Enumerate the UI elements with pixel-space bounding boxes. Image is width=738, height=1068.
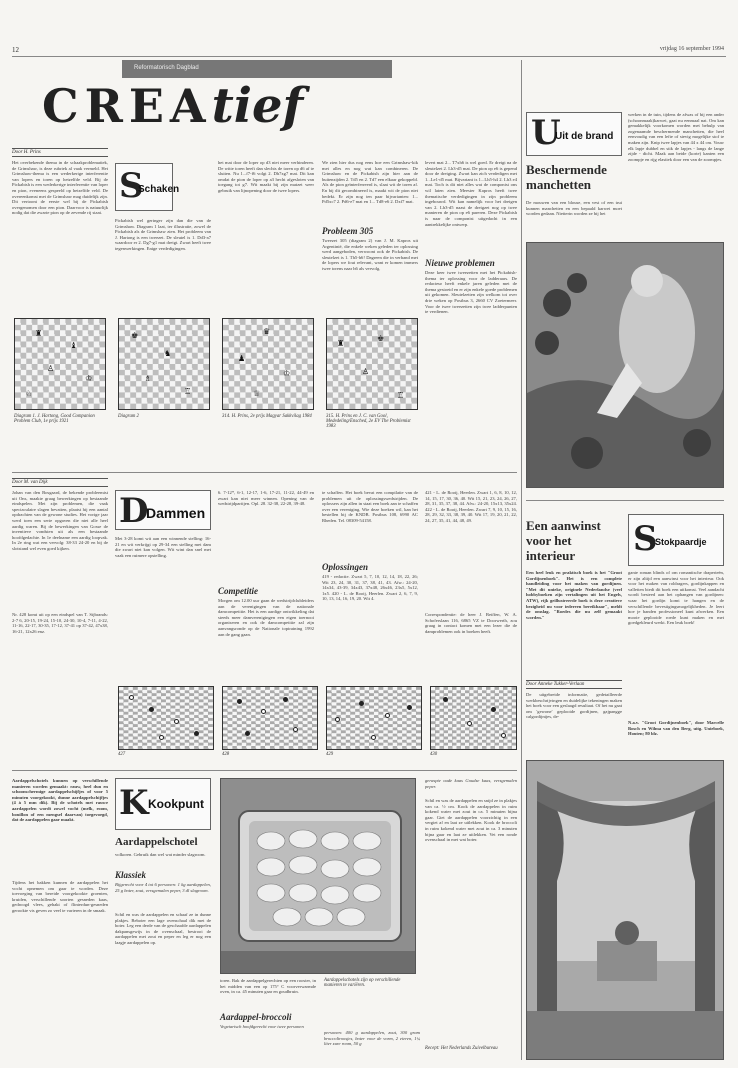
draughts-piece [283,697,288,702]
chess-piece: ♚ [131,331,139,340]
competitie-text: Morgen om 12.00 uur gaan de wedstrijdclubleiders aan de verenigingen van de nationale damcompetitie. Het is een aardige ontwikkeling dat steeds meer damverenigingen een eigen toernooi organiseren en ook de damcompetitie zal zijn aanvangsronde op de Nationale toptraining 1992 aan de gang gaan. [218,598,314,637]
draughts-diagram-430 [430,686,517,750]
header-rule [12,56,726,57]
chess-piece: ♔ [283,369,291,378]
correspondentie-text: Correspondentie: de heer J. Beiffen, W. A. Schoferslaan 116, 6865 VZ te Doorwerth, zou graag in contact komen met een lezer die de damproblemen ook in boeken heeft. [425,612,517,634]
draughts-piece [245,731,250,736]
aanwinst-col2: gante roman blinds of om romantische draperieën, er zijn altijd een aanwinst voor het interieur. Ook voor het maken van roldragers, gordijnkappen en valletten biedt dit boek een uitkomst. Veel aandacht wordt besteed aan het ophangen van gordijnen: waar het gordijn komt te hangen en de verschillende bevestigingsmogelijkheden. Je leert hoe je banden professioneel kunt afwerken. Een mooie geplooide roede kunt maken en met goedgekleurd werkt. Een leuk boek! [628,570,724,626]
chess-piece: ♗ [144,374,152,383]
dammen-col4: te schaffen. Het boek bevat een compilatie van de problemen uit de oplossingswedstrijden. De oplossers zijn allen in staat een boek aan te schaffen over een vereniging. Wie deze boeken wil, kan het bestellen bij de KNDB. Postbus 108, 6990 AC Rheden. Tel. 08309-54158. [322,490,418,523]
aanwinst-lead: Een heel leuk en praktisch boek is het "Groot Gordijnenboek". Het is een complete handleiding voor het maken van gordijnen. "Met dit unieke, originele Nederlandse (veel hobbyboeken zijn vertalingen uit het Engels, ATW), rijk geïllustreerde boek is deze creatieve bezigheid nu voor iedereen bereikbaar", meldt de omslag. "Roedes die nu zelf gemaakt worden." [526,570,622,620]
draughts-piece [407,705,412,710]
recipe-credit: Recept: Het Nederlands Zuivelbureau [425,1046,498,1051]
recipe-title: Aardappelschotel [115,836,198,848]
problem-title: Probleem 305 [322,226,374,236]
kookpunt-intro: Aardappelschotels kunnen op verschillende manieren worden gemaakt: rauw, heel dun en schoonschermige aardappelschijfjes of voor 5 minuten voorgekookt, dunne aardappelschijfjes (4 à 5 mm dik). Bij de schotels met rauwe aardappelen wordt zowel vocht (melk, room, bouillon of een mengsel daarvan) toegevoegd, dat de aardappelen gaar maakt. [12,778,108,823]
kookpunt-col3: toren. Bak de aardappelgerechten op een rooster, in het midden van een op 175° C voorverwarmde oven, in ca. 45 minuten gaar en goudbruin. [220,978,316,995]
stokpaardje-logo [628,514,724,566]
curtain-illustration [527,761,724,1060]
dammen-col2: Met 3-28 komt wit aan een winnende stelling: 16-21 en wit verkrijgt op 29-34 een stelling met dam die zwart niet kan volgen. Wit wint dan snel met vaak een ruimere opstelling. [115,536,211,558]
chess-piece: ♛ [263,327,271,336]
creatief-title [42,78,303,134]
draughts-piece [501,733,506,738]
draughts-piece [159,735,164,740]
chess-piece: ♜ [337,339,345,348]
recipe-lead: volkoren. Gebruik dan wel wat minder slagroom. [115,852,206,857]
book-credit: N.a.v. "Groot Gordijnenboek", door Marcelle Bosch en Wilma van den Berg, uitg. Unieboek, Houten; 80 blz. [628,720,724,737]
nieuwe-problemen-title: Nieuwe problemen [425,258,495,268]
schaken-logo [115,163,180,211]
chess-col4: We zien hier dus nog eens hoe een Grimshaw-kik met alles en nog wat kan combineren. De Grimshaw en de Pickabish zijn hier aan de buitenzijden 2. Td5 en 2. Td7 een elkaar gekoppeld. Als de pion geïnterferreerd is, slaat wit de toren af. En bij dit gecombineerd is, maakt wit de pion niet bedekt. Er zijn nog ten paar bijvarianten: 1... Pd5xc7 2. Pd6-e7 mat en 1... Td8-e6 2. Dxf7 mat. [322,160,418,205]
dish-photo [220,778,416,974]
section-divider [12,770,517,771]
section-masthead [12,60,512,138]
chess-caption-1: Diagram 1. J. Hartong, Good Companion Problem Club, 1e prijs 1921 [14,414,95,424]
section-divider [12,472,517,473]
broccoli-ingredients: personen: 400 g aardappelen, zout, 300 gram broccoliroosjes, boter voor de vorm, 2 eieren, 1¼ liter zure room, 50 g [324,1030,420,1047]
schaken-logo-label: Schaken [138,184,180,195]
broccoli-title: Aardappel-broccoli [220,1012,292,1022]
dish-illustration [221,779,416,974]
tuin-byline: Door Anneke Tukker-Verlaan [526,680,622,689]
manchetten-col1: De mouwen van een blouse, een vest of een trui kunnen manchetten en een bepaald karwei moet worden gedaan. Nietterin worden ze bij het [526,200,622,217]
garden-photo [526,242,724,488]
chess-byline: Door H. Prins [12,148,108,157]
column-divider [521,60,522,1060]
schaken-logo-letter: S [119,166,144,206]
dammen-logo [115,490,211,530]
kookpunt-logo-letter: K [119,783,149,823]
chess-piece: ♔ [85,374,93,383]
page-date: vrijdag 16 september 1994 [659,46,724,52]
manchetten-title: Beschermende manchetten [526,162,607,192]
draughts-caption-430: 430 [430,752,438,757]
stokpaardje-letter: S [633,519,658,559]
curtain-photo [526,760,724,1060]
chess-piece: ♘ [25,389,33,398]
chess-piece: ♞ [164,349,172,358]
garden-illustration [527,243,724,488]
chess-diagram-4 [326,318,418,410]
draughts-diagram-427 [118,686,214,750]
competitie-title: Competitie [218,586,258,596]
chess-diagram-1 [14,318,106,410]
klassiek-text: Schil en was de aardappelen en schaaf ze in dunne plakjes. Beboter een lage ovenschaal dik met de boter. Leg een derde van de geschaafde aardappelen dakpansgewijs in de ovenschaal, bestrooi de aardappelen met zout en peper en leg er nog een laagje aardappelen op. [115,912,211,945]
klassiek-title: Klassiek [115,870,147,880]
dish-photo-caption: Aardappelschotels zijn op verschillende manieren te variëren. [324,978,401,988]
draughts-piece [174,719,179,724]
kookpunt-col4: Schil en was de aardappelen en snijd ze in plakjes van ca. ½ cm. Kook de aardappelen in ruim kokend water met zout in ca. 5 minuten bijna gaar. Giet de aardappelen voorzichtig in een vergiet af en laat ze uitlekken. Kook de broccoli in ruim kokend water met zout in ca. 3 minuten bijna gaar en laat ze uitlekken. Vet een ronde ovenschaal in met wat boter. [425,798,517,843]
chess-diagram-3 [222,318,314,410]
title-main: CREA [42,79,212,133]
chess-piece: ♚ [377,334,385,343]
problem-text: Tweezet 305 (diagram 2) van J. M. Kapros uit Argentinië, die enkele weken geleden ter oplossing werd aangeboden, verwoont ook de Pickabish. De sleutelzet is 1. Th5-h6! Dagreen die in verband met de lopers we fout relevant, want er komen immers twee torens naar h6 als vervolg. [322,238,418,271]
chess-piece: ♜ [35,329,43,338]
oplossingen-text: 419 - redactie. Zwart 5, 7, 10, 12, 14, 18, 22, 26; Wit 23, 24, 30, 31, 37, 38, 41, 43. Afw.: 24-20, 14x34, 43-39, 34x43, 37x48, 26x46, 23x5, 5x12, 1x5. 420 - L. de Rooij, Heerlen. Zwart 2, 6, 7, 9, 10, 13, 14, 16, 19, 20. Wit 4. [322,574,418,602]
nieuwe-problemen-text: Deze keer twee tweezetten met het Pickabish-thema ter oplossing voor de ladderaars. De redacteur heeft enkele jaren geleden met de thema gestoeid en er zijn enkele goede problemen uit gekomen. Sleutelzetten zijn welkom tot over drie weken op Postbus 3, 2660 CV Zoetermeer. Voor de twee tweezetten zijn twee ladderpunten te verdienen. [425,270,517,315]
title-tail: tief [211,78,304,134]
chess-piece: ♙ [47,364,55,373]
uit-de-brand-label: Uit de brand [555,131,614,142]
draughts-caption-429: 429 [326,752,334,757]
chess-piece: ♙ [362,367,370,376]
masthead-strip-label: Reformatorisch Dagblad [134,65,199,71]
draughts-piece [237,699,242,704]
page-number: 12 [12,46,19,54]
dammen-logo-letter: D [119,491,149,531]
kookpunt-logo-label: Kookpunt [148,797,204,811]
chess-col3: het mat door de loper op d3 niet meer verhinderen. De witte toren heeft dan slechts de toren op d6 af te sluiten. Nu 1...f7-f6 volgt 2. Dh7xg7 mat. Dit kan omdat de pion de loper op a3 hecht afgesloten van toegang tot g7. Wit maakt bij zijn matzet weer gebruik van lijnopening door de twee lopers. [218,160,314,193]
chess-col5: levert mat 2... T7xh6 is wel goed. Er dreigt na de sleutelzet 2. Lh3-d5 mat. De pion op e6 is gepend door de dreiging. Zwart kan zich verdedigen met 1...Le1-d5 mat. Bijvariant is 1...Lh5-h4 2. Lh3 e4 mat. Toch is dit niet alles wat de componist ons wil laten zien. Meester Kapros heeft twee thematische verdedigingen in zijn probleem ingebouwd. Wit kan namelijk voor het dreigen van 2. Lh3-d5 naast de dreigzet nog op twee manieren de pion op e6 pareren. Deze Pickabish is naar de componist uitgedacht in een aantrekkelijke ontwerp. [425,160,517,227]
chess-caption-2: Diagram 2 [118,414,139,419]
dammen-logo-label: Dammen [146,505,206,521]
dammen-col3: 6. 7-12*, 6-1, 12-17, 1-6, 17-21, 11-22, 44-49 en zwart kan niet meer winnen. Opening van de wedstrijdpartijen. Opl. 28. 32-38, 22-28, 39-48. [218,490,314,507]
chess-piece: ♖ [397,391,405,400]
kookpunt-intro2: Tijdens het bakken kunnen de aardappelen het vocht opnemen om gaar te worden. Deze toevoeging van bereide voorgekookte groenten, kruiden, verschillende soorten gesneden kaas, gedroogd vlees, gehakt of flinterdun-gesneden gerookte vis geven zo veel te varieren in de smaak. [12,880,108,913]
draughts-piece [194,731,199,736]
dammen-col1: Johan van den Bosgaard, de bekende probleemist uit Ons, maakte graag bewerkingen op bestaande eindspelen. Met zijn problemen, die vaak spectaculaire slagen bevatten, plaatst hij een aantal opdrachten van de gewone studies. Het vorige jaar werd toen een serie opgaven die niet alle heel aardig waren. Bij de bewerkingen van Gosse de inventieve vondsten uit als een bestaande hoofdgedachte. In 1e deelname een aardig loopvak. In 2e ring wat een vervolg: 38-33 24-20 en bij de slotstand wel even goed kijken. [12,490,108,551]
draughts-piece [261,709,266,714]
masthead-strip [122,60,392,78]
draughts-piece [149,707,154,712]
dammen-col5: 421 - L. de Rooij, Heerlen. Zwart 1, 6, 8, 10, 12, 14, 15, 17, 30, 36, 40. Wit 15, 21, 23, 24, 26, 27, 28, 31, 35, 37, 38, 44. Afw.: 24-20, 15x13, 35x24. 422 - L. de Rooij, Heerlen. Zwart 7, 9, 10, 15, 16, 28, 29, 32, 33, 38, 39, 40. Wit 17, 19, 20, 21, 22, 24, 27, 35, 41, 44, 48, 49. [425,490,517,523]
chess-piece: ♝ [70,341,78,350]
chess-col2: Pickabish wel geringer zijn dan die van de Grimshaw. Diagram 1 laat, ter illustratie, zowel de Pickabish als de Grimshaw zien. Het probleem van J. Hartong is een tweezet. De sleutel is 1. Dd3-a7 waardoor er 2. Dg7-g1 mat dreigt. Zwart heeft twee tegenwerkingen. Enige verdedigingen. [115,218,211,251]
oplossingen-title: Oplossingen [322,562,369,572]
chess-caption-3: 314. H. Prins, 2e prijs Magyar Sakkvilag 1984 [222,414,312,419]
chess-piece: ♖ [184,387,192,396]
draughts-diagram-428 [222,686,318,750]
chess-piece: ♕ [253,389,261,398]
manchetten-col2: werken in de tuin, tijdens de afwas of bij een ander (schoonmaak)karwei, gaat nu eenmaal nat. Om kan gemakkelijk voorkomen worden met behulp van zogenaamde beschermende manchetten, die heel eenvoudig van een lefte of stevig mogelijke stof te maken zijn. Knip twee lapjes van 44 x 44 cm. Vouw elk lapje dubbel en stik de lapjes - langs de lange zijde - dicht. Maak aan beide (korte) kanten een zoompje en rijg elastiek door een van de zoompjes. [628,112,724,162]
draughts-piece [371,735,376,740]
draughts-caption-427: 427 [118,752,126,757]
dammen-col1b: Nr. 428 komt uit op een eindspel van T. Sijbrands: 2-7 6, 20-15, 19-24, 15-10, 24-30, 10-4, 7-11, 4-22, 11-16, 22-17, 30-35, 17-12, 37-41 op 37-42, 47x38, 16-21, 12x26 enz. [12,612,108,634]
kookpunt-col4-head: geraspte oude kaas Goudse kaas, versgemalen peper. [425,778,517,789]
aanwinst-col1: De uitgebreide informatie, gedetailleerde werkbeschrijvingen en duidelijke tekeningen maken het boek voor een geslaagd resultaat. Of het nu gaat om 'gewone' geplooide gordijnen, gajpangge calgordijntjes, de- [526,692,622,720]
broccoli-subtitle: Vegetarisch hoofdgerecht voor twee personen [220,1024,304,1029]
kookpunt-logo [115,778,211,830]
draughts-diagram-429 [326,686,422,750]
chess-diagram-2 [118,318,210,410]
uit-de-brand-letter: U [531,113,561,153]
klassiek-ingredients: Bijgerecht voor 4 tot 6 personen: 1 kg aardappelen, 25 g boter, zout, versgemalen peper, 3 dl slagroom. [115,882,211,893]
draughts-piece [443,697,448,702]
dammen-byline: Door M. van Dijk [12,478,108,487]
draughts-piece [129,695,134,700]
section-divider [526,500,724,501]
draughts-piece [491,707,496,712]
draughts-piece [467,721,472,726]
stokpaardje-label: Stokpaardje [655,537,707,547]
uit-de-brand-logo [526,112,622,156]
chess-piece: ♟ [238,354,246,363]
chess-caption-4: 315. H. Prins en J. C. van Gool, Mededeling/Ensched, 2e EV The Problemist 1983 [326,414,411,429]
chess-intro: Het overbekende thema in de schaakproblematiek, de Grimshaw, is deze rubriek al vaak vermeld. Het Grimshaw-thema is een wederkerige interferentie van lopers en toren op hetzelfde veld. Bij de Pickabish is een wederkerige interferentie van loper en pion, eveneens gespeeld op hetzelfde veld. De overeenkomst met de Grimshaw mag duidelijk zijn. Dit vertoont de eerste wel bij de Pickabish overgenomen door een pion. Daarvoor is natuurlijk nodig dat die zwarte pion op de zevende rij staat. [12,160,108,216]
aanwinst-title: Een aanwinst voor het interieur [526,518,601,563]
draughts-piece [293,727,298,732]
draughts-piece [335,717,340,722]
draughts-caption-428: 428 [222,752,230,757]
draughts-piece [385,713,390,718]
draughts-piece [359,701,364,706]
